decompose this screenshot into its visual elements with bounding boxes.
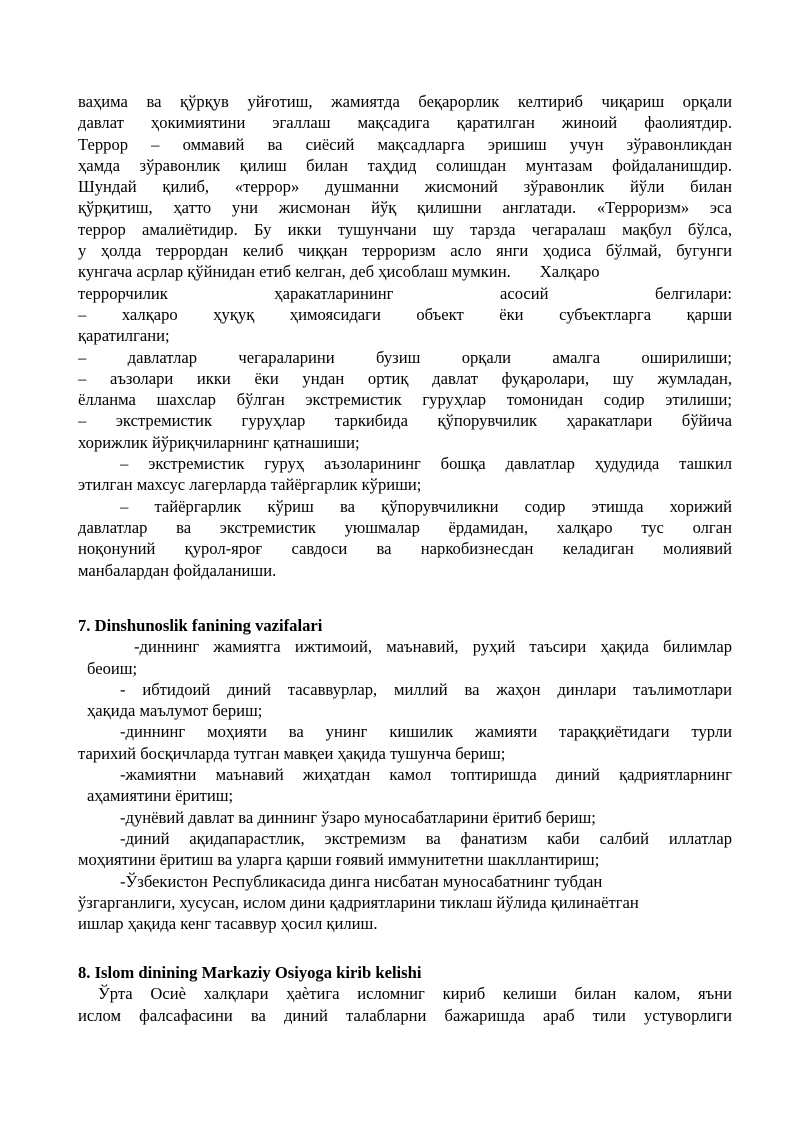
list-item: – экстремистик гуруҳ аъзоларининг бошқа давлатлар ҳудудида ташкил (120, 454, 732, 474)
text-line: террорчилик ҳаракатларининг асосий белгилари: (78, 283, 732, 303)
list-item: – давлатлар чегараларини бузиш орқали амалга оширилиши; (78, 347, 732, 367)
text-line: аҳамиятини ёритиш; (87, 786, 234, 806)
section-7 (78, 615, 732, 934)
text-line: тарихий босқичларда тутган мавқеи ҳақида тушунча бериш; (78, 743, 506, 763)
text-line: ишлар ҳақида кенг тасаввур ҳосил қилиш. (78, 914, 378, 934)
list-item: -Ўзбекистон Республикасида динга нисбатан муносабатнинг тубдан (120, 871, 603, 891)
list-item: -жамиятни маънавий жиҳатдан камол топтиришда диний қадриятларнинг (120, 765, 732, 785)
text-line: қўрқитиш, ҳатто уни жисмонан йўқ қилишни англатади. «Терроризм» эса (78, 198, 732, 218)
section-heading: 8. Islom dinining Markaziy Osiyoga kirib kelishi (78, 963, 422, 982)
text-line: давлатлар ва экстремистик уюшмалар ёрдамидан, халқаро тус олган (78, 517, 732, 537)
text-line: Террор – оммавий ва сиёсий мақсадларга эришиш учун зўравонликдан (78, 134, 732, 154)
text-line: кунгача асрлар қўйнидан етиб келган, деб ҳисоблаш мумкин. Халқаро (78, 262, 600, 282)
text-line: давлат ҳокимиятини эгаллаш мақсадига қаратилган жиноий фаолиятдир. (78, 113, 732, 133)
text-line: қаратилгани; (78, 326, 170, 346)
text-line: манбалардан фойдаланиши. (78, 560, 277, 580)
section-heading: 7. Dinshunoslik fanining vazifalari (78, 616, 323, 635)
text-line: этилган махсус лагерларда тайёргарлик кўриши; (78, 475, 422, 495)
text-line: хорижлик йўриқчиларнинг қатнашиши; (78, 432, 360, 452)
text-line: ҳамда зўравонлик қилиш билан таҳдид солишдан мунтазам фойдаланишдир. (78, 155, 732, 175)
text-line: террор амалиётидир. Бу икки тушунчани шу тарзда чегаралаш мақбул бўлса, (78, 219, 732, 239)
list-item: -диний ақидапарастлик, экстремизм ва фанатизм каби салбий иллатлар (120, 828, 732, 848)
terrorism-paragraph (78, 91, 732, 581)
text-line: ҳақида маълумот бериш; (87, 701, 263, 721)
text-line: Шундай қилиб, «террор» душманни жисмоний зўравонлик йўли билан (78, 177, 732, 197)
list-item: - ибтидоий диний тасаввурлар, миллий ва жаҳон динлари таълимотлари (120, 679, 732, 699)
text-line: ўзгарганлиги, хусусан, ислом дини қадриятларини тиклаш йўлида қилинаётган (78, 892, 639, 912)
text-line: у ҳолда террордан келиб чиққан терроризм асло янги ҳодиса бўлмай, бугунги (78, 241, 732, 261)
list-item: – аъзолари икки ёки ундан ортиқ давлат фуқаролари, шу жумладан, (78, 368, 732, 388)
list-item: – халқаро ҳуқуқ ҳимоясидаги объект ёки субъектларга қарши (78, 304, 732, 324)
text-line: беоиш; (87, 658, 138, 678)
list-item: -диннинг жамиятга ижтимоий, маънавий, руҳий таъсири ҳақида билимлар (134, 637, 732, 657)
text-line: моҳиятини ёритиш ва уларга қарши ғоявий иммунитетни шакллантириш; (78, 850, 600, 870)
list-item: -диннинг моҳияти ва унинг кишилик жамияти тараққиётидаги турли (120, 722, 732, 742)
text-line: Ўрта Осиѐ халқлари ҳаѐтига исломниг кириб келиши билан калом, яъни (98, 984, 732, 1004)
text-line: ёлланма шахслар бўлган экстремистик гуруҳлар томонидан содир этилиши; (78, 390, 732, 410)
list-item: – тайёргарлик кўриш ва қўпорувчиликни содир этишда хорижий (120, 496, 732, 516)
text-line: ислом фалсафасини ва диний талабларни бажаришда араб тили устуворлиги (78, 1005, 732, 1025)
text-line: ваҳима ва қўрқув уйғотиш, жамиятда беқарорлик келтириб чиқариш орқали (78, 92, 732, 111)
section-8 (78, 962, 732, 1026)
list-item: -дунёвий давлат ва диннинг ўзаро муносабатларини ёритиб бериш; (120, 807, 596, 827)
text-line: ноқонуний қурол-яроғ савдоси ва наркобизнесдан келадиган молиявий (78, 539, 732, 559)
list-item: – экстремистик гуруҳлар таркибида қўпорувчилик ҳаракатлари бўйича (78, 411, 732, 431)
